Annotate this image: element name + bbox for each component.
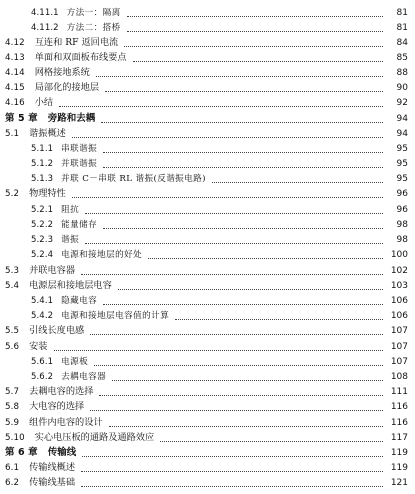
toc-number: 5.6.2 — [31, 372, 54, 382]
toc-number: 5.9 — [5, 418, 20, 428]
toc-page-number: 94 — [396, 114, 408, 124]
toc-title: 引线长度电感 — [29, 325, 85, 336]
toc-page-number: 96 — [396, 189, 408, 199]
toc-leader-dots — [85, 242, 383, 244]
toc-page-number: 100 — [390, 250, 408, 260]
toc-title: 阻抗 — [61, 205, 80, 215]
toc-leader-dots — [212, 181, 383, 183]
toc-title: 电源和接地层的好处 — [61, 250, 143, 260]
toc-title: 组件内电容的设计 — [29, 417, 103, 428]
toc-leader-dots — [90, 409, 383, 411]
toc-number: 5.6 — [5, 342, 20, 352]
toc-number: 5.1 — [5, 129, 20, 139]
toc-title: 单面和双面板布线要点 — [34, 52, 127, 63]
toc-leader-dots — [124, 45, 383, 47]
toc-title: 旁路和去耦 — [47, 113, 96, 124]
toc-number: 第 5 章 — [5, 113, 38, 124]
toc-entry-row[interactable] — [0, 36, 415, 50]
toc-entry-row[interactable] — [0, 51, 415, 65]
toc-leader-dots — [127, 30, 383, 32]
toc-page-number: 102 — [390, 266, 408, 276]
toc-entry-row[interactable] — [0, 264, 415, 278]
toc-number: 4.11.1 — [31, 8, 59, 18]
toc-title: 串联谐振 — [61, 144, 98, 154]
toc-leader-dots — [72, 136, 383, 138]
toc-page-number: 90 — [396, 83, 408, 93]
toc-title: 并联谐振 — [61, 159, 98, 169]
toc-number: 5.1.3 — [31, 174, 54, 184]
toc-page-number: 95 — [396, 159, 408, 169]
toc-title: 并联电容器 — [29, 265, 76, 276]
toc-leader-dots — [54, 349, 384, 351]
toc-leader-dots — [103, 166, 383, 168]
toc-page-number: 107 — [390, 342, 408, 352]
toc-leader-dots — [103, 227, 383, 229]
toc-number: 4.13 — [5, 53, 25, 63]
toc-title: 网格接地系统 — [34, 67, 90, 78]
toc-page-number: 119 — [390, 463, 408, 473]
toc-number: 5.2.1 — [31, 205, 54, 215]
toc-chapter-row[interactable] — [0, 112, 415, 126]
toc-leader-dots — [85, 212, 383, 214]
toc-number: 5.6.1 — [31, 357, 54, 367]
toc-page-number: 108 — [390, 372, 408, 382]
toc-entry-row[interactable] — [0, 66, 415, 80]
toc-number: 4.16 — [5, 98, 25, 108]
toc-leader-dots — [81, 485, 383, 487]
toc-entry-row[interactable] — [0, 370, 415, 384]
toc-number: 5.4.2 — [31, 311, 54, 321]
toc-number: 5.4 — [5, 281, 20, 291]
toc-number: 4.14 — [5, 68, 25, 78]
toc-entry-row[interactable] — [0, 431, 415, 445]
toc-page-number: 98 — [396, 235, 408, 245]
toc-title: 谐振 — [61, 235, 80, 245]
toc-leader-dots — [175, 318, 383, 320]
toc-title: 去耦电容器 — [61, 372, 107, 382]
toc-number: 6.2 — [5, 478, 20, 488]
toc-leader-dots — [103, 303, 383, 305]
toc-entry-row[interactable] — [0, 6, 415, 20]
toc-entry-row[interactable] — [0, 157, 415, 171]
toc-title: 电源层和接地层电容 — [29, 280, 112, 291]
toc-title: 传输线基础 — [29, 477, 76, 488]
toc-entry-row[interactable] — [0, 309, 415, 323]
toc-leader-dots — [109, 425, 383, 427]
toc-title: 去耦电容的选择 — [29, 386, 94, 397]
toc-entry-row[interactable] — [0, 324, 415, 338]
toc-entry-row[interactable] — [0, 248, 415, 262]
toc-page-number: 94 — [396, 129, 408, 139]
toc-page-number: 85 — [396, 53, 408, 63]
toc-leader-dots — [133, 60, 383, 62]
toc-number: 5.1.2 — [31, 159, 54, 169]
toc-page-number: 107 — [390, 357, 408, 367]
toc-title: 电源板 — [61, 357, 89, 367]
toc-title: 电源和接地层电容值的计算 — [61, 311, 170, 321]
toc-number: 5.3 — [5, 266, 20, 276]
toc-entry-row[interactable] — [0, 21, 415, 35]
toc-number: 5.7 — [5, 387, 20, 397]
toc-page-number: 107 — [390, 326, 408, 336]
toc-page-number: 103 — [390, 281, 408, 291]
toc-page-number: 98 — [396, 220, 408, 230]
toc-entry-row[interactable] — [0, 294, 415, 308]
toc-page-number: 81 — [396, 8, 408, 18]
toc-leader-dots — [160, 440, 383, 442]
toc-leader-dots — [90, 333, 383, 335]
toc-title: 大电容的选择 — [29, 401, 85, 412]
toc-page-number: 95 — [396, 174, 408, 184]
toc-title: 局部化的接地层 — [34, 82, 100, 93]
toc-entry-row[interactable] — [0, 96, 415, 110]
toc-leader-dots — [72, 196, 383, 198]
toc-entry-row[interactable] — [0, 187, 415, 201]
toc-entry-row[interactable] — [0, 203, 415, 217]
toc-number: 5.2.3 — [31, 235, 54, 245]
toc-leader-dots — [82, 455, 383, 457]
toc-page-number: 117 — [390, 433, 408, 443]
toc-title: 安装 — [29, 341, 48, 352]
toc-entry-row[interactable] — [0, 233, 415, 247]
toc-entry-row[interactable] — [0, 416, 415, 430]
toc-title: 谐振概述 — [29, 128, 66, 139]
toc-page-number: 88 — [396, 68, 408, 78]
toc-number: 4.12 — [5, 38, 25, 48]
toc-number: 5.1.1 — [31, 144, 54, 154]
toc-leader-dots — [99, 394, 383, 396]
toc-leader-dots — [103, 151, 383, 153]
toc-page-number: 119 — [390, 448, 408, 458]
toc-title: 方法一：隔离 — [66, 8, 121, 18]
toc-entry-row[interactable] — [0, 142, 415, 156]
toc-leader-dots — [96, 75, 383, 77]
toc-title: 并联 C－串联 RL 谐振(反谐振电路) — [61, 174, 206, 184]
toc-page-number: 81 — [396, 23, 408, 33]
toc-leader-dots — [101, 121, 383, 123]
toc-number: 5.5 — [5, 326, 20, 336]
toc-title: 传输线概述 — [29, 462, 76, 473]
toc-leader-dots — [59, 105, 383, 107]
toc-number: 5.2.2 — [31, 220, 54, 230]
toc-entry-row[interactable] — [0, 355, 415, 369]
toc-title: 物理特性 — [29, 188, 66, 199]
toc-entry-row[interactable] — [0, 400, 415, 414]
toc-leader-dots — [81, 273, 383, 275]
toc-number: 6.1 — [5, 463, 20, 473]
toc-page-number: 84 — [396, 38, 408, 48]
toc-page-number: 106 — [390, 311, 408, 321]
toc-entry-row[interactable] — [0, 81, 415, 95]
toc-page-number: 96 — [396, 205, 408, 215]
toc-title: 互连和 RF 返回电流 — [34, 37, 119, 48]
toc-leader-dots — [105, 90, 383, 92]
toc-entry-row[interactable] — [0, 340, 415, 354]
toc-entry-row[interactable] — [0, 385, 415, 399]
toc-page-number: 95 — [396, 144, 408, 154]
toc-number: 4.15 — [5, 83, 25, 93]
toc-chapter-row[interactable] — [0, 446, 415, 460]
toc-title: 隐藏电容 — [61, 296, 98, 306]
toc-number: 第 6 章 — [5, 447, 38, 458]
toc-title: 小结 — [34, 97, 54, 108]
toc-title: 方法二：搭桥 — [66, 23, 121, 33]
toc-entry-row[interactable] — [0, 476, 415, 490]
toc-title: 实心电压板的通路及通路效应 — [34, 432, 155, 443]
toc-number: 5.2.4 — [31, 250, 54, 260]
toc-leader-dots — [118, 288, 383, 290]
toc-title: 能量储存 — [61, 220, 98, 230]
toc-number: 5.10 — [5, 433, 25, 443]
toc-title: 传输线 — [47, 447, 77, 458]
toc-entry-row[interactable] — [0, 279, 415, 293]
toc-number: 5.2 — [5, 189, 20, 199]
toc-entry-row[interactable] — [0, 218, 415, 232]
toc-page-number: 116 — [390, 402, 408, 412]
toc-leader-dots — [127, 15, 383, 17]
toc-entry-row[interactable] — [0, 461, 415, 475]
toc-page-number: 92 — [396, 98, 408, 108]
toc-leader-dots — [94, 364, 383, 366]
toc-page-number: 111 — [390, 387, 408, 397]
toc-number: 5.4.1 — [31, 296, 54, 306]
toc-leader-dots — [148, 257, 383, 259]
toc-page-number: 116 — [390, 418, 408, 428]
toc-entry-row[interactable] — [0, 127, 415, 141]
toc-page-number: 121 — [390, 478, 408, 488]
toc-entry-row[interactable] — [0, 172, 415, 186]
toc-number: 5.8 — [5, 402, 20, 412]
toc-leader-dots — [112, 379, 383, 381]
toc-number: 4.11.2 — [31, 23, 59, 33]
toc-page-number: 106 — [390, 296, 408, 306]
toc-leader-dots — [81, 470, 383, 472]
